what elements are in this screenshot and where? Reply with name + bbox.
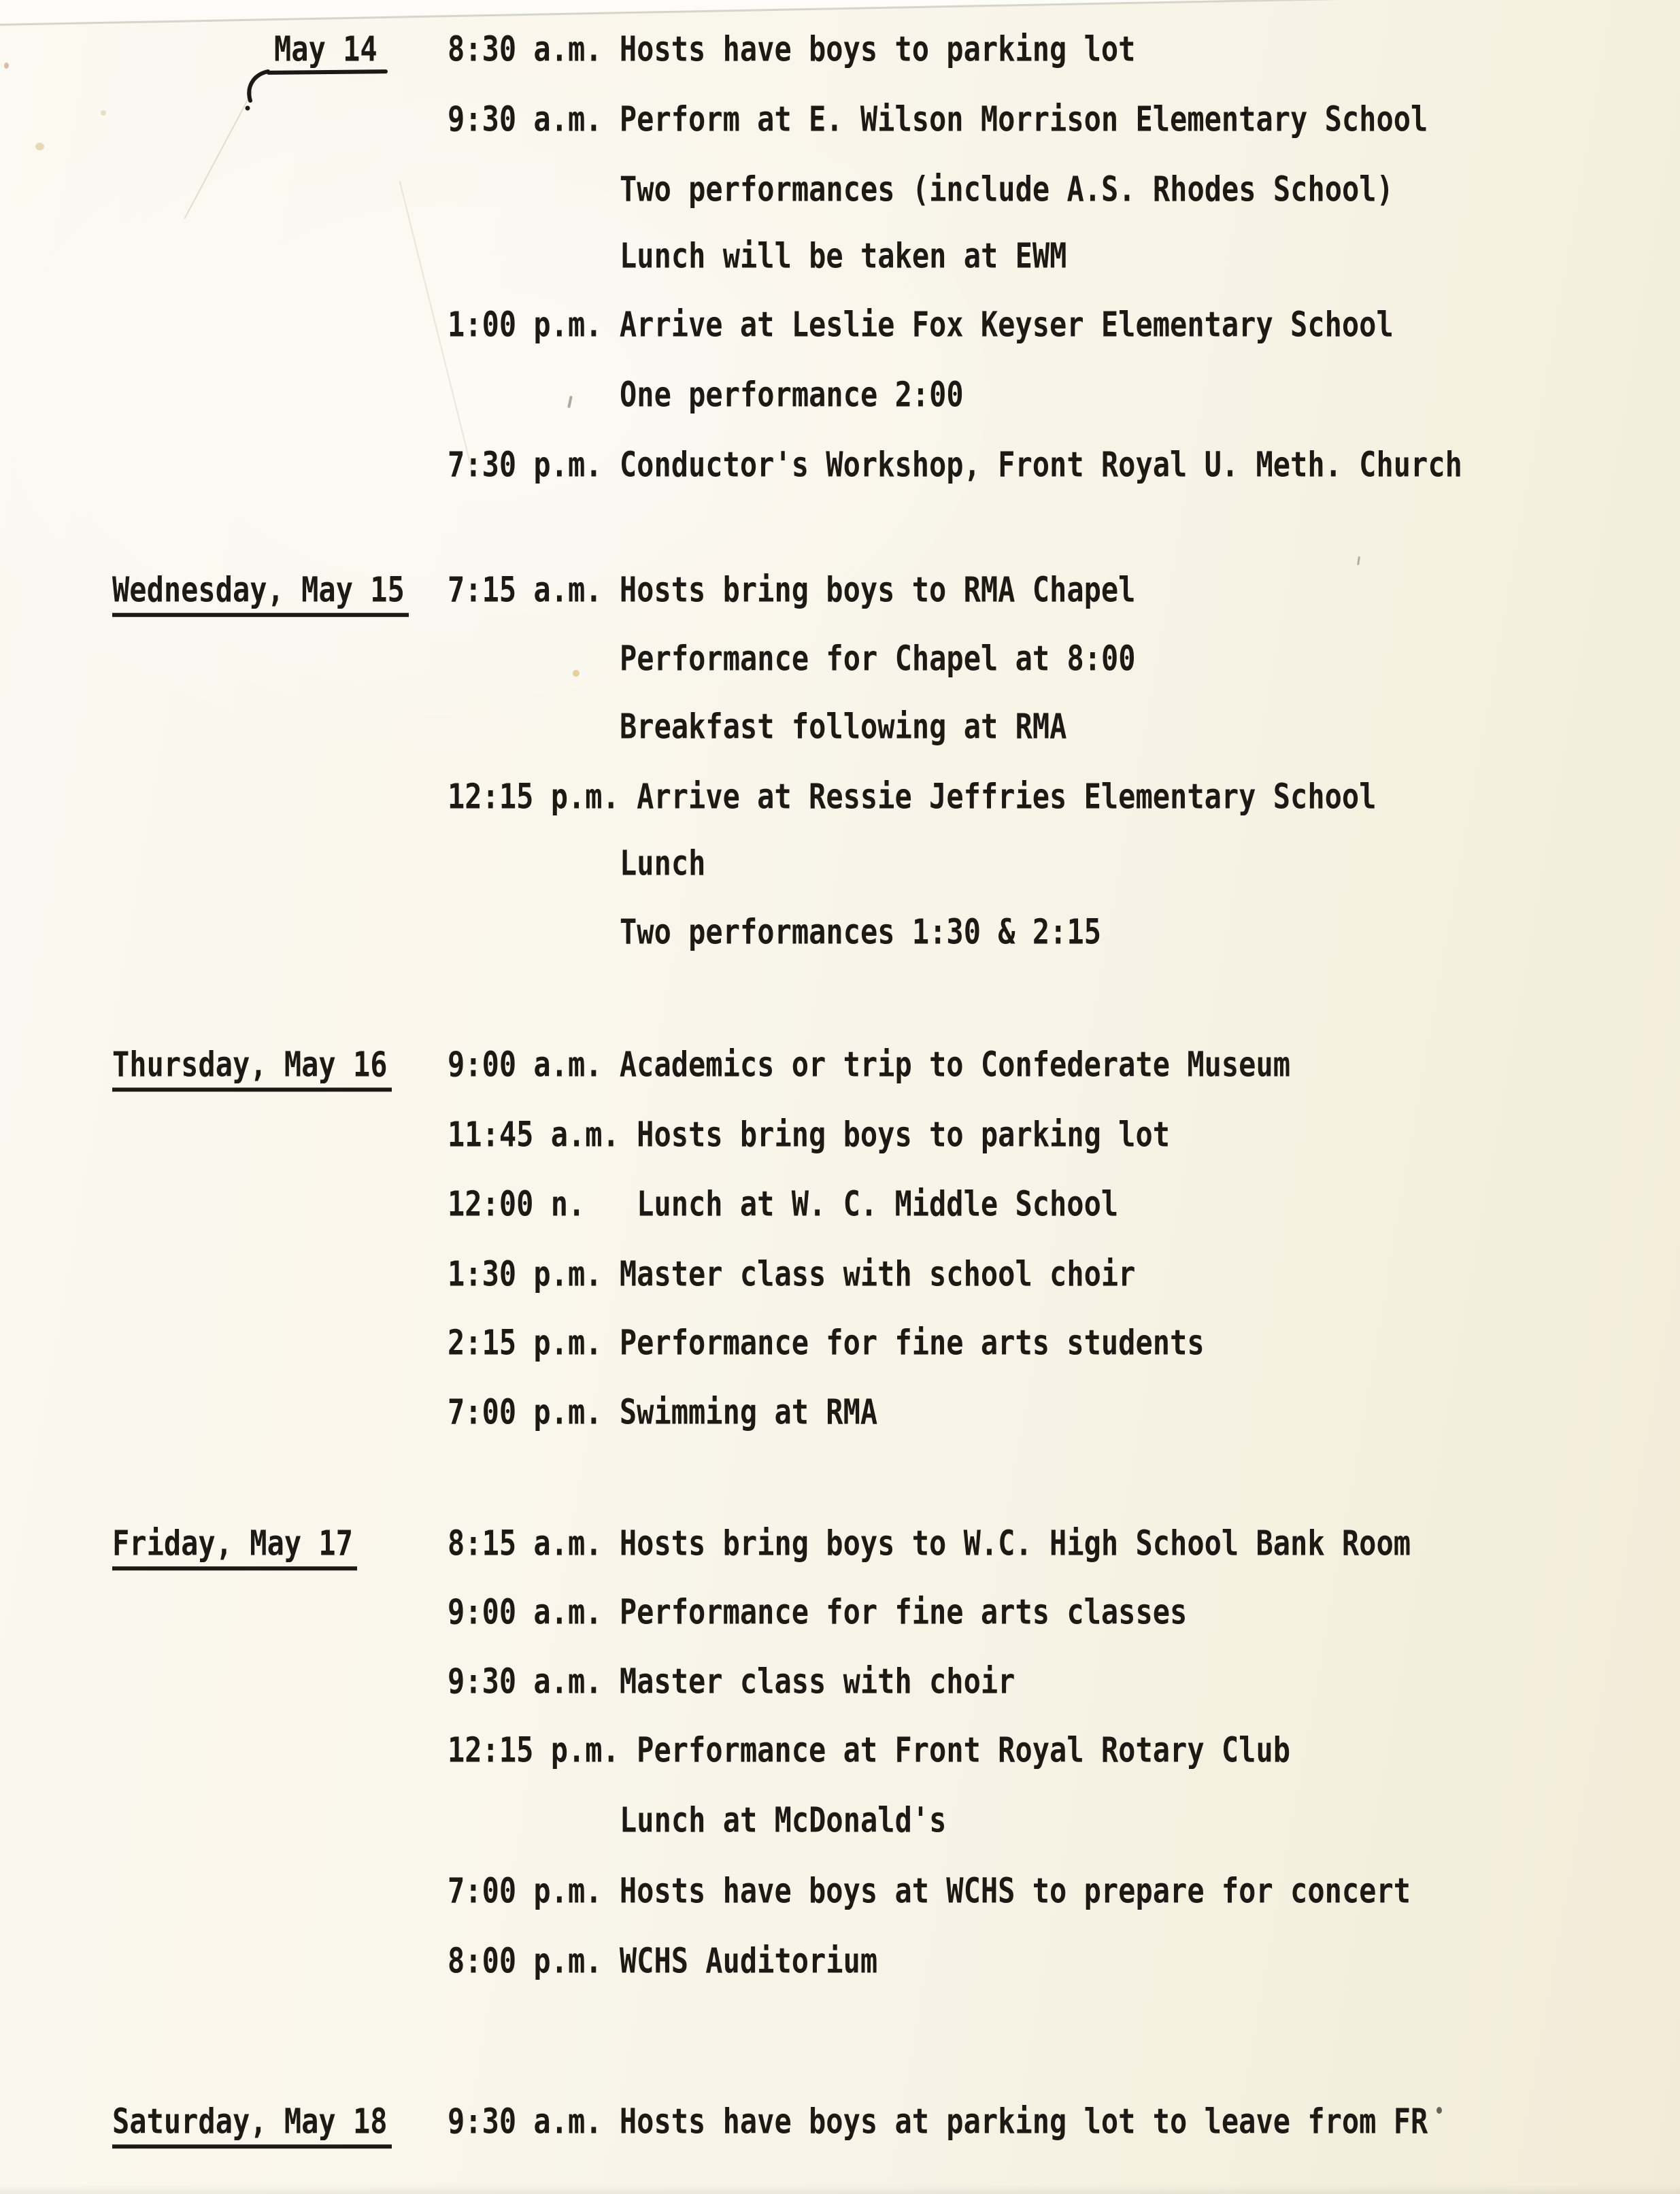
schedule-line bbox=[448, 1942, 877, 1980]
event-time: 12:00 n. bbox=[448, 1183, 586, 1224]
schedule-line bbox=[448, 1324, 1205, 1362]
event-description: Two performances 1:30 & 2:15 bbox=[620, 911, 1102, 952]
event-description: Performance for Chapel at 8:00 bbox=[620, 638, 1136, 679]
event-time: 12:15 p.m. bbox=[448, 776, 620, 817]
schedule-line bbox=[448, 1116, 1170, 1153]
event-time: 9:30 a.m. bbox=[448, 2101, 603, 2142]
day-header: Friday, May 17 bbox=[112, 1525, 357, 1570]
scan-edge-shadow bbox=[0, 2184, 1680, 2194]
event-time: 1:30 p.m. bbox=[448, 1253, 603, 1294]
event-time: 1:00 p.m. bbox=[448, 304, 603, 345]
event-description: Academics or trip to Confederate Museum bbox=[619, 1044, 1291, 1085]
day-header: Saturday, May 18 bbox=[112, 2103, 392, 2148]
day-header: Wednesday, May 15 bbox=[112, 571, 409, 617]
event-time: 8:00 p.m. bbox=[448, 1940, 603, 1981]
event-time: 7:15 a.m. bbox=[448, 569, 603, 610]
schedule-line bbox=[448, 1663, 1015, 1700]
pen-mark-tail bbox=[239, 67, 273, 114]
event-time: 9:00 a.m. bbox=[448, 1044, 603, 1085]
day-header: Thursday, May 16 bbox=[112, 1046, 392, 1092]
schedule-line bbox=[448, 376, 964, 414]
event-description: Performance for fine arts students bbox=[619, 1322, 1205, 1363]
paper-stain bbox=[101, 110, 106, 116]
schedule-line bbox=[448, 1391, 878, 1432]
schedule-line bbox=[448, 571, 1135, 609]
day-header: May 14 bbox=[274, 29, 377, 69]
event-time: 11:45 a.m. bbox=[448, 1114, 620, 1155]
schedule-line bbox=[448, 1185, 1118, 1223]
schedule-line bbox=[448, 1255, 1135, 1293]
schedule-line bbox=[448, 1593, 1187, 1631]
event-description: Master class with school choir bbox=[619, 1253, 1136, 1294]
event-time: 9:30 a.m. bbox=[448, 1661, 603, 1702]
event-description: WCHS Auditorium bbox=[619, 1940, 878, 1981]
stray-ink-dot bbox=[1437, 2107, 1442, 2114]
schedule-line bbox=[448, 845, 705, 882]
event-description: Swimming at RMA bbox=[619, 1391, 878, 1432]
schedule-line bbox=[448, 101, 1428, 138]
schedule-line bbox=[448, 446, 1462, 484]
paper-stain bbox=[4, 63, 9, 69]
event-description: Two performances (include A.S. Rhodes School) bbox=[620, 169, 1394, 209]
event-description: Arrive at Leslie Fox Keyser Elementary School bbox=[619, 304, 1394, 345]
event-description: Lunch bbox=[620, 843, 706, 883]
schedule-line bbox=[448, 778, 1376, 815]
schedule-line bbox=[448, 913, 1101, 951]
event-description: Breakfast following at RMA bbox=[620, 706, 1067, 747]
event-description: Arrive at Ressie Jeffries Elementary School bbox=[637, 776, 1377, 817]
event-description: Hosts bring boys to RMA Chapel bbox=[619, 569, 1136, 610]
paper-stain bbox=[35, 143, 44, 150]
event-description: Lunch at W. C. Middle School bbox=[637, 1183, 1119, 1224]
schedule-line bbox=[448, 1525, 1411, 1562]
event-time: 8:15 a.m. bbox=[448, 1523, 603, 1564]
schedule-line bbox=[448, 1046, 1290, 1083]
event-description: Lunch will be taken at EWM bbox=[620, 235, 1067, 276]
schedule-line bbox=[448, 1729, 1291, 1770]
event-time: 2:15 p.m. bbox=[448, 1322, 603, 1363]
event-description: Master class with choir bbox=[619, 1661, 1015, 1702]
schedule-line bbox=[448, 2103, 1428, 2140]
event-time: 9:30 a.m. bbox=[448, 99, 603, 139]
event-time: 12:15 p.m. bbox=[448, 1729, 620, 1770]
event-time: 7:30 p.m. bbox=[448, 444, 603, 485]
schedule-line bbox=[448, 1872, 1411, 1910]
event-description: Performance for fine arts classes bbox=[619, 1591, 1188, 1632]
event-description: Perform at E. Wilson Morrison Elementary School bbox=[619, 99, 1428, 139]
schedule-line bbox=[448, 640, 1136, 677]
scan-fold-line bbox=[0, 0, 1680, 27]
schedule-line bbox=[448, 708, 1066, 745]
event-description: Conductor's Workshop, Front Royal U. Meth. Church bbox=[619, 444, 1462, 485]
event-time: 7:00 p.m. bbox=[448, 1870, 603, 1911]
schedule-line bbox=[448, 171, 1394, 208]
event-description: Performance at Front Royal Rotary Club bbox=[637, 1729, 1291, 1770]
event-time: 9:00 a.m. bbox=[448, 1591, 603, 1632]
schedule-line bbox=[448, 237, 1066, 275]
stray-ink-mark bbox=[1357, 556, 1360, 565]
event-description: Hosts bring boys to parking lot bbox=[637, 1114, 1171, 1155]
event-description: Hosts have boys at WCHS to prepare for concert bbox=[619, 1870, 1411, 1911]
event-description: Hosts have boys at parking lot to leave from FR bbox=[619, 2101, 1428, 2142]
schedule-line bbox=[448, 306, 1394, 343]
event-description: One performance 2:00 bbox=[620, 374, 964, 415]
event-description: Hosts have boys to parking lot bbox=[619, 29, 1136, 69]
event-time: 8:30 a.m. bbox=[448, 29, 603, 69]
event-description: Lunch at McDonald's bbox=[620, 1800, 947, 1840]
event-description: Hosts bring boys to W.C. High School Bank Room bbox=[619, 1523, 1411, 1564]
schedule-line bbox=[448, 1802, 946, 1839]
event-time: 7:00 p.m. bbox=[448, 1391, 603, 1432]
schedule-line bbox=[448, 31, 1135, 68]
